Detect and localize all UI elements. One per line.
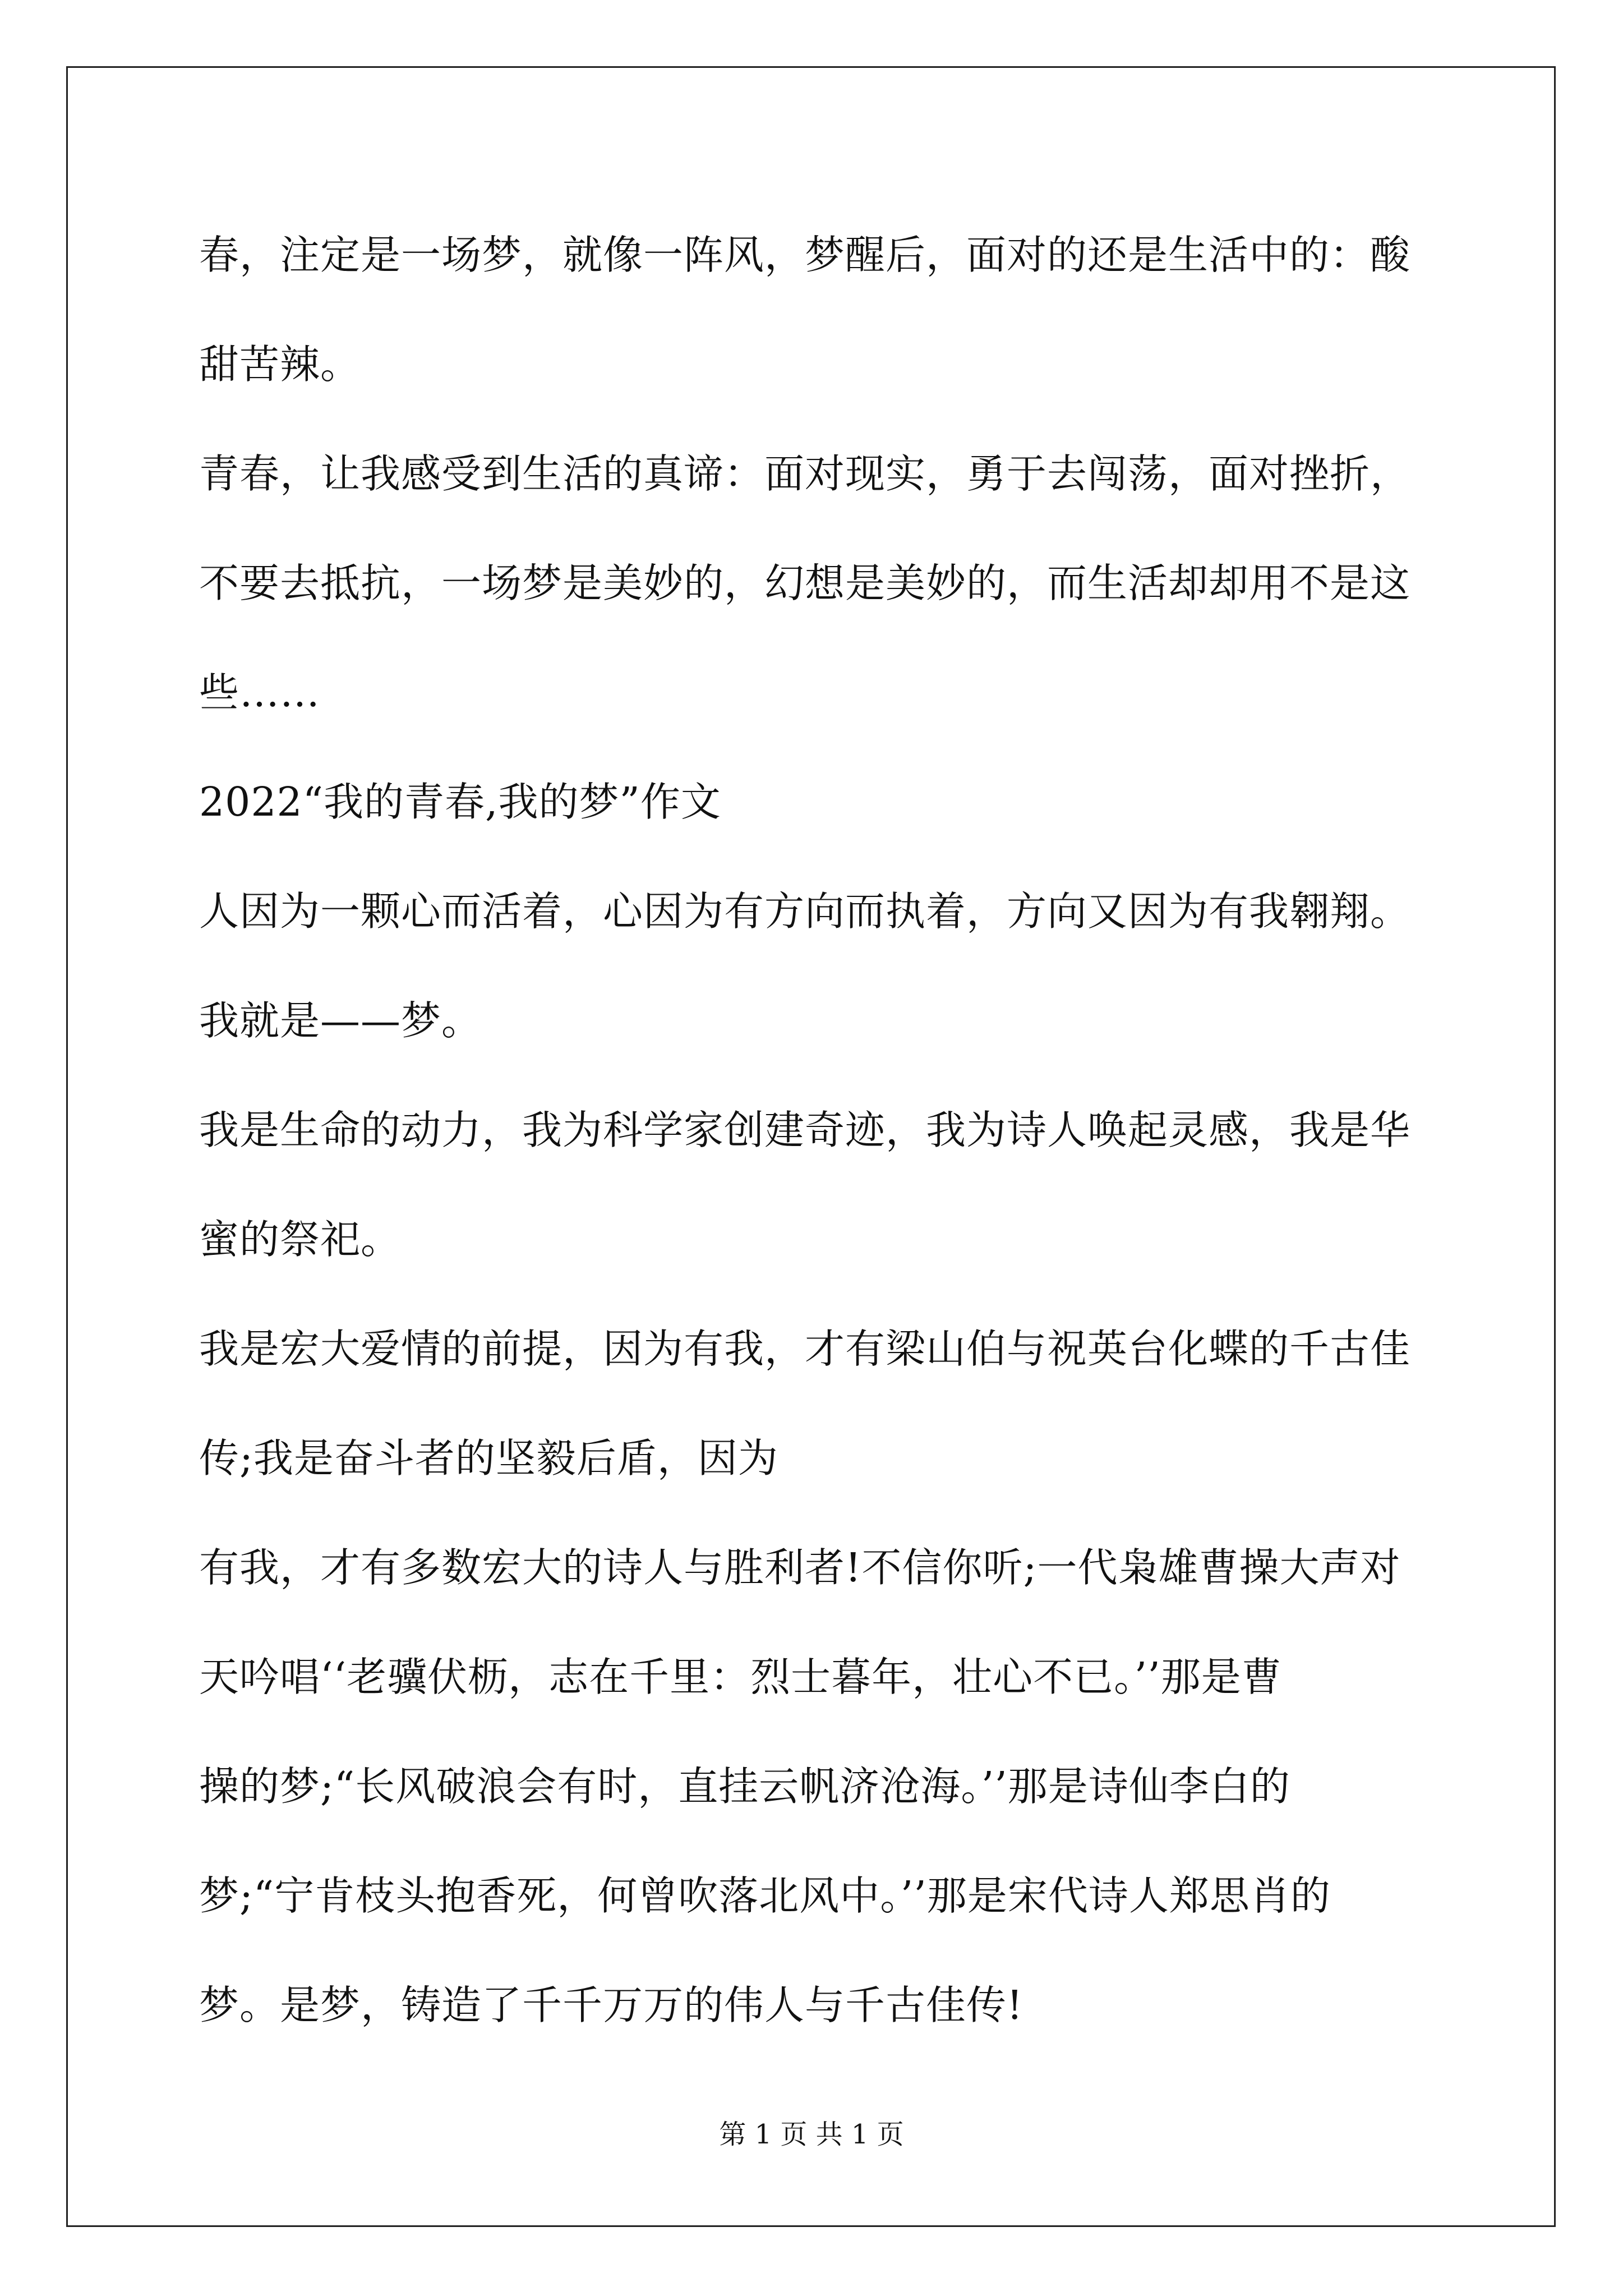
- text-line: 甜苦辣。: [199, 341, 361, 388]
- text-line: 人因为一颗心而活着，心因为有方向而执着，方向又因为有我翱翔。: [199, 888, 1411, 935]
- heading-line: 2022“我的青春,我的梦”作文: [199, 779, 721, 825]
- text-line: 我是生命的动力，我为科学家创建奇迹，我为诗人唤起灵感，我是华: [199, 1107, 1411, 1153]
- text-line: 天吟唱‘‘老骥伏枥，志在千里：烈士暮年，壮心不已。’’那是曹: [199, 1654, 1282, 1700]
- text-line: 青春，让我感受到生活的真谛：面对现实，勇于去闯荡，面对挫折，: [199, 450, 1411, 497]
- text-line: 蜜的祭祀。: [199, 1216, 402, 1263]
- text-line: 传;我是奋斗者的坚毅后盾，因为: [199, 1435, 778, 1481]
- text-line: 我就是——梦。: [199, 997, 482, 1044]
- page-number-footer: 第 1 页 共 1 页: [719, 2119, 904, 2150]
- text-line: 有我，才有多数宏大的诗人与胜利者!不信你听;一代枭雄曹操大声对: [199, 1544, 1401, 1591]
- text-line: 些……: [199, 669, 321, 716]
- text-line: 春，注定是一场梦，就像一阵风，梦醒后，面对的还是生活中的：酸: [199, 232, 1411, 278]
- text-line: 操的梦;“长风破浪会有时，直挂云帆济沧海。’’那是诗仙李白的: [199, 1763, 1290, 1810]
- text-line: 我是宏大爱情的前提，因为有我，才有梁山伯与祝英台化蝶的千古佳: [199, 1326, 1411, 1372]
- text-line: 不要去抵抗，一场梦是美妙的，幻想是美妙的，而生活却却用不是这: [199, 560, 1411, 606]
- text-line: 梦;“宁肯枝头抱香死，何曾吹落北风中。’’那是宋代诗人郑思肖的: [199, 1872, 1331, 1919]
- text-line: 梦。是梦，铸造了千千万万的伟人与千古佳传!: [199, 1982, 1023, 2028]
